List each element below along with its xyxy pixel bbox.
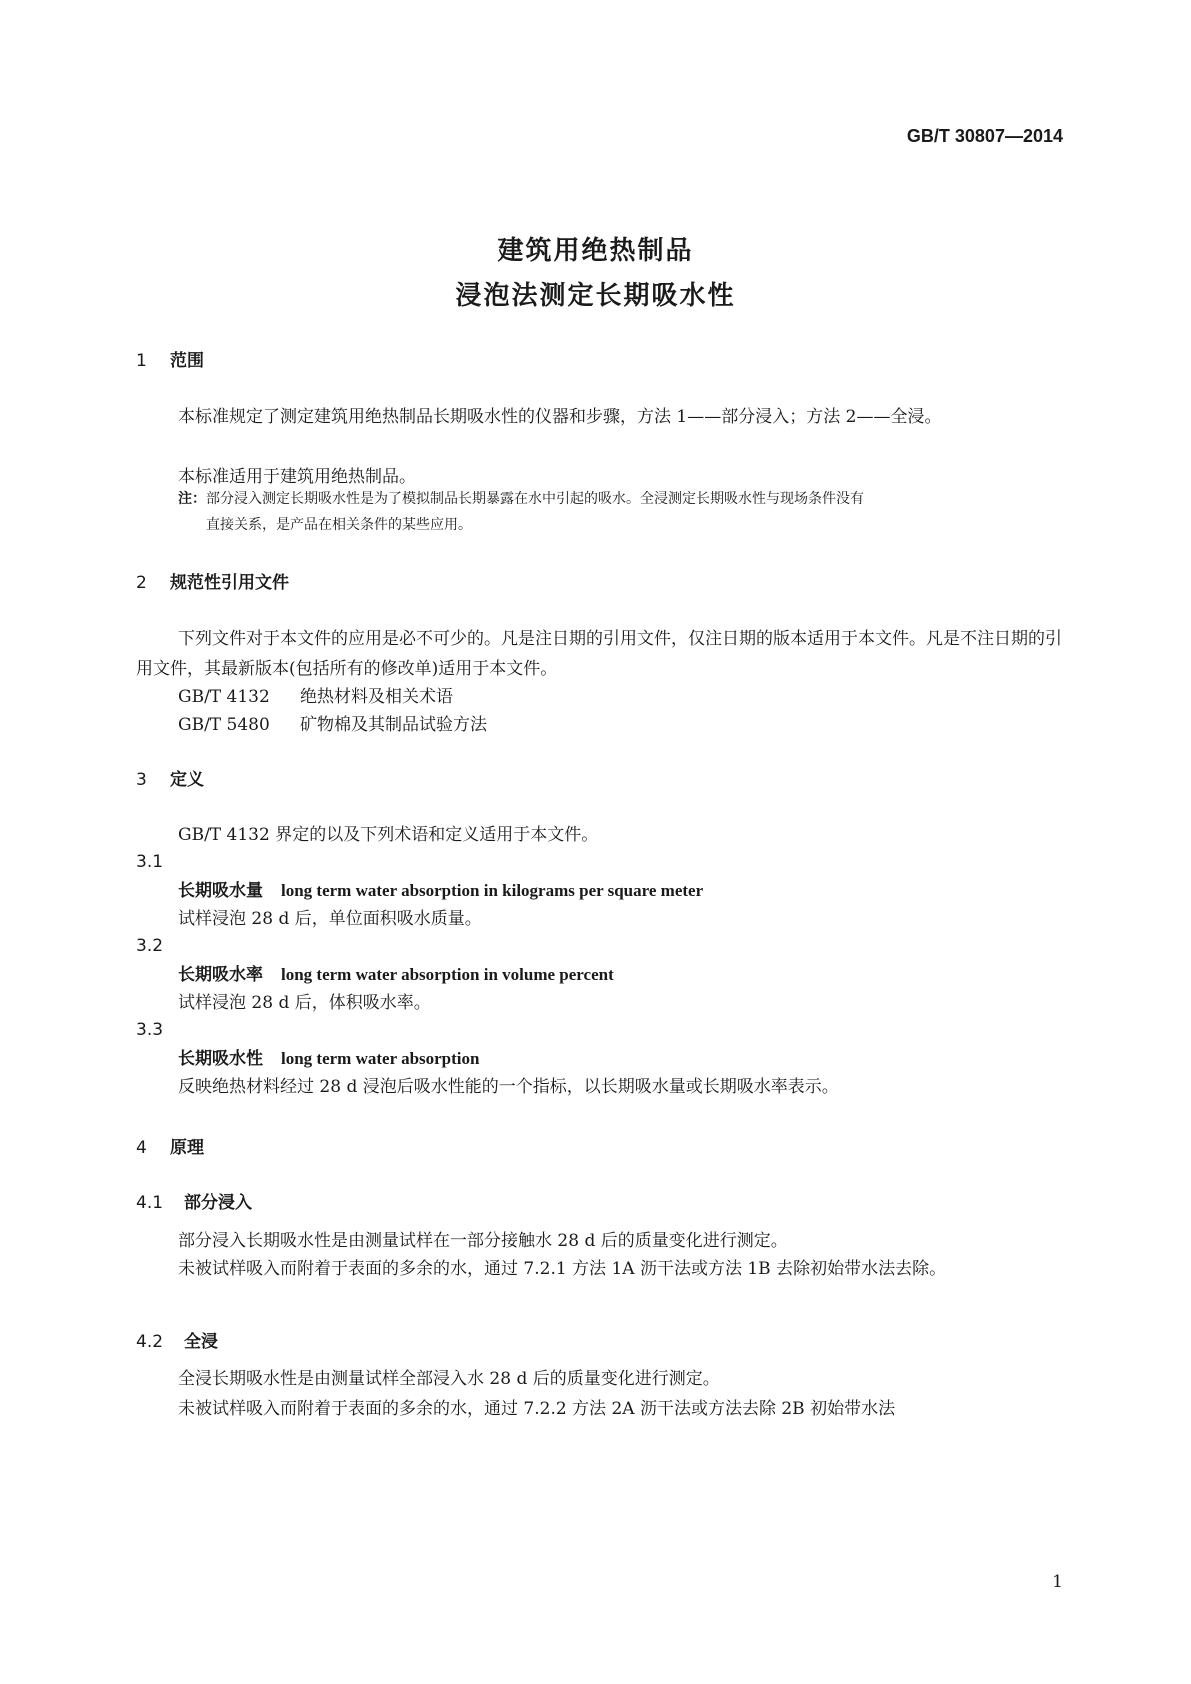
section-number: 1 — [136, 351, 147, 371]
paragraph: 部分浸入长期吸水性是由测量试样在一部分接触水 28 d 后的质量变化进行测定。 — [178, 1231, 788, 1251]
term-en: long term water absorption — [281, 1049, 480, 1068]
section-heading-2 — [136, 568, 289, 593]
section-title: 规范性引用文件 — [170, 573, 289, 593]
term-zh: 长期吸水性 — [178, 1049, 263, 1069]
term-en: long term water absorption in volume percent — [281, 965, 614, 984]
paragraph: 全浸长期吸水性是由测量试样全部浸入水 28 d 后的质量变化进行测定。 — [178, 1369, 720, 1389]
subsection-title: 部分浸入 — [184, 1193, 252, 1213]
subsection-title: 全浸 — [184, 1332, 218, 1352]
term-definition: 试样浸泡 28 d 后，体积吸水率。 — [178, 993, 431, 1013]
title-line-2: 浸泡法测定长期吸水性 — [455, 281, 736, 311]
reference-id: GB/T 4132 — [178, 687, 270, 707]
paragraph: 未被试样吸入而附着于表面的多余的水，通过 7.2.1 方法 1A 沥干法或方法 1B 去除初始带水法去除。 — [178, 1259, 947, 1279]
page-number: 1 — [1052, 1572, 1063, 1592]
title-line-1: 建筑用绝热制品 — [497, 236, 694, 266]
note-text-1: 部分浸入测定长期吸水性是为了模拟制品长期暴露在水中引起的吸水。全浸测定长期吸水性与现场条件没有 — [206, 491, 864, 507]
reference-title: 绝热材料及相关术语 — [300, 687, 453, 707]
note — [178, 486, 1063, 538]
term-number: 3.2 — [136, 936, 164, 956]
note-text-2: 直接关系，是产品在相关条件的某些应用。 — [206, 517, 472, 533]
term-number: 3.1 — [136, 852, 164, 872]
section-heading-3 — [136, 765, 204, 790]
reference-title: 矿物棉及其制品试验方法 — [300, 715, 487, 735]
paragraph: GB/T 4132 界定的以及下列术语和定义适用于本文件。 — [178, 825, 599, 845]
reference-id: GB/T 5480 — [178, 715, 270, 735]
term-zh: 长期吸水率 — [178, 965, 263, 985]
section-title: 定义 — [170, 770, 204, 790]
term-en: long term water absorption in kilograms per square meter — [281, 881, 704, 900]
reference-item — [178, 710, 1063, 740]
paragraph: 本标准规定了测定建筑用绝热制品长期吸水性的仪器和步骤，方法 1——部分浸入；方法 2——全浸。 — [178, 407, 942, 427]
section-number: 2 — [136, 573, 147, 593]
note-label: 注： — [178, 491, 206, 507]
paragraph: 本标准适用于建筑用绝热制品。 — [178, 467, 416, 487]
reference-item — [178, 682, 1063, 712]
term-heading — [178, 960, 1063, 990]
subsection-number: 4.1 — [136, 1193, 164, 1213]
term-number: 3.3 — [136, 1020, 164, 1040]
term-zh: 长期吸水量 — [178, 881, 263, 901]
subsection-heading-4-1 — [136, 1188, 252, 1213]
section-heading-4 — [136, 1133, 204, 1158]
term-heading — [178, 876, 1063, 906]
term-definition: 反映绝热材料经过 28 d 浸泡后吸水性能的一个指标，以长期吸水量或长期吸水率表示。 — [178, 1077, 839, 1097]
section-title: 范围 — [170, 351, 204, 371]
subsection-number: 4.2 — [136, 1332, 164, 1352]
paragraph: 下列文件对于本文件的应用是必不可少的。凡是注日期的引用文件，仅注日期的版本适用于本文件。凡是不注日期的引用文件，其最新版本(包括所有的修改单)适用于本文件。 — [136, 629, 1062, 679]
standard-code: GB/T 30807—2014 — [906, 126, 1063, 146]
section-heading-1 — [136, 346, 204, 371]
section-number: 3 — [136, 770, 147, 790]
section-number: 4 — [136, 1138, 147, 1158]
subsection-heading-4-2 — [136, 1327, 218, 1352]
section-title: 原理 — [170, 1138, 204, 1158]
term-definition: 试样浸泡 28 d 后，单位面积吸水质量。 — [178, 909, 482, 929]
paragraph: 未被试样吸入而附着于表面的多余的水，通过 7.2.2 方法 2A 沥干法或方法去除 2B 初始带水法 — [178, 1399, 896, 1419]
term-heading — [178, 1044, 1063, 1074]
